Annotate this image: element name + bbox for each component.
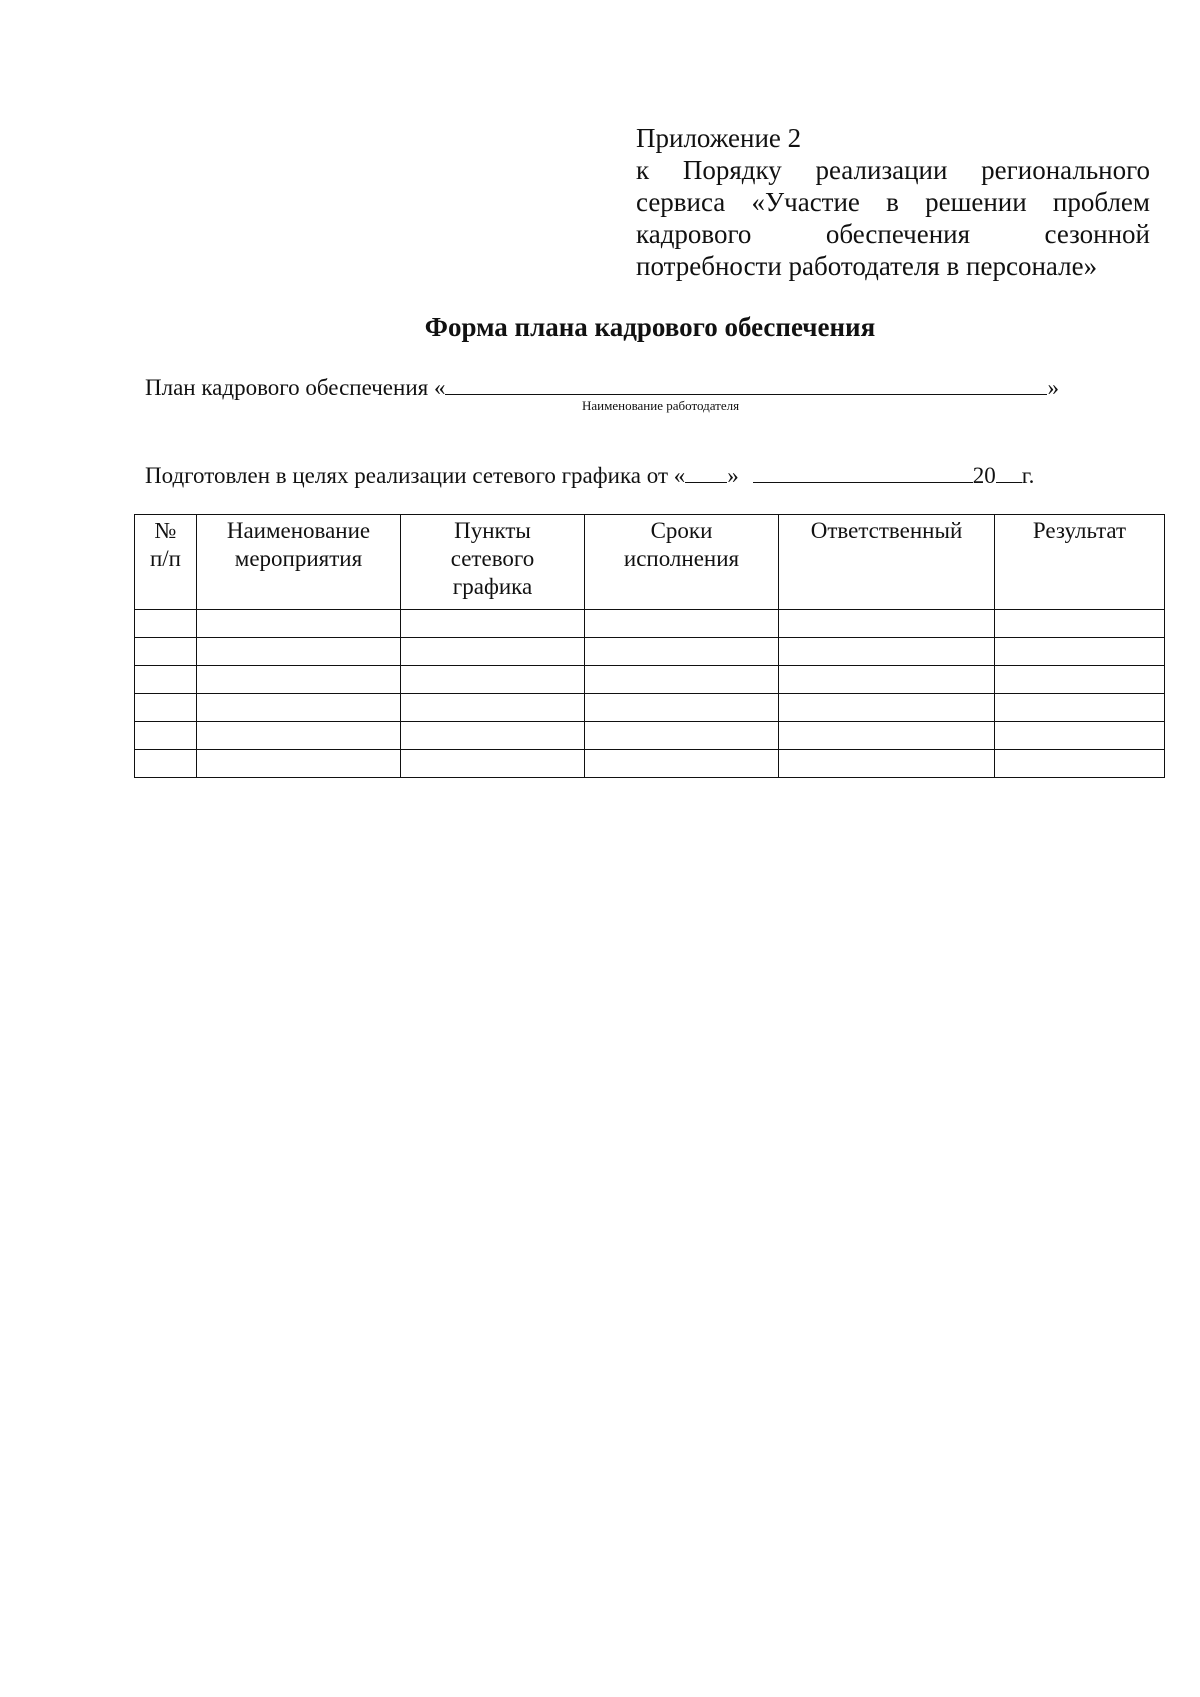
table-cell[interactable] — [197, 666, 401, 694]
table-header-line: п/п — [149, 546, 181, 571]
table-row — [135, 694, 1165, 722]
table-cell[interactable] — [197, 722, 401, 750]
table-cell[interactable] — [585, 694, 779, 722]
table-cell[interactable] — [197, 694, 401, 722]
table-cell[interactable] — [779, 750, 995, 778]
table-cell[interactable] — [585, 750, 779, 778]
table-header-line: Пункты — [454, 518, 531, 543]
table-cell[interactable] — [779, 610, 995, 638]
table-row — [135, 610, 1165, 638]
table-row — [135, 638, 1165, 666]
table-cell[interactable] — [585, 610, 779, 638]
table-cell[interactable] — [401, 666, 585, 694]
employer-name-caption: Наименование работодателя — [582, 398, 740, 413]
table-row — [135, 750, 1165, 778]
prepared-line-close-quote: » — [727, 463, 739, 488]
table-cell[interactable] — [135, 722, 197, 750]
table-cell[interactable] — [401, 638, 585, 666]
prepared-line — [145, 460, 1105, 489]
header-responsible — [779, 515, 995, 610]
table-header-line: Ответственный — [810, 518, 963, 543]
table-header-line: Результат — [1032, 518, 1127, 543]
appendix-line-4: потребности работодателя в персонале» — [636, 251, 1098, 281]
table-cell[interactable] — [135, 750, 197, 778]
year-prefix: 20 — [972, 463, 996, 488]
table-cell[interactable] — [135, 666, 197, 694]
table-cell[interactable] — [135, 638, 197, 666]
table-cell[interactable] — [995, 666, 1165, 694]
table-cell[interactable] — [401, 750, 585, 778]
appendix-title: Приложение 2 — [636, 123, 802, 153]
prepared-line-label: Подготовлен в целях реализации сетевого графика от « — [145, 463, 686, 488]
table-cell[interactable] — [197, 638, 401, 666]
appendix-line-1: к Порядку реализации регионального — [636, 155, 1150, 185]
table-header-line: исполнения — [623, 546, 740, 571]
appendix-line-3: кадрового обеспечения сезонной — [636, 219, 1150, 249]
table-cell[interactable] — [401, 694, 585, 722]
table-cell[interactable] — [135, 610, 197, 638]
table-header-line: Сроки — [650, 518, 713, 543]
plan-line — [145, 372, 1085, 401]
table-cell[interactable] — [401, 610, 585, 638]
table-row — [135, 722, 1165, 750]
header-number — [135, 515, 197, 610]
appendix-line-2: сервиса «Участие в решении проблем — [636, 187, 1150, 217]
table-body — [135, 610, 1165, 778]
header-event-name — [197, 515, 401, 610]
month-blank[interactable] — [753, 460, 973, 483]
staffing-plan-table — [134, 514, 1165, 778]
year-suffix: г. — [1021, 463, 1035, 488]
table-header-line: № — [154, 518, 177, 543]
table-cell[interactable] — [585, 638, 779, 666]
table-cell[interactable] — [135, 694, 197, 722]
table-cell[interactable] — [197, 750, 401, 778]
year-blank[interactable] — [996, 460, 1022, 483]
table-header-line: Наименование — [226, 518, 371, 543]
form-title: Форма плана кадрового обеспечения — [424, 312, 876, 342]
table-cell[interactable] — [779, 666, 995, 694]
employer-name-blank[interactable] — [445, 372, 1047, 395]
table-row — [135, 666, 1165, 694]
table-cell[interactable] — [995, 694, 1165, 722]
table-cell[interactable] — [197, 610, 401, 638]
table-cell[interactable] — [585, 722, 779, 750]
plan-line-close-quote: » — [1047, 375, 1059, 400]
header-result — [995, 515, 1165, 610]
table-cell[interactable] — [995, 638, 1165, 666]
table-cell[interactable] — [779, 638, 995, 666]
header-schedule-items — [401, 515, 585, 610]
table-cell[interactable] — [585, 666, 779, 694]
table-cell[interactable] — [779, 694, 995, 722]
table-header-line: графика — [452, 574, 533, 599]
plan-line-label: План кадрового обеспечения « — [145, 375, 446, 400]
header-deadlines — [585, 515, 779, 610]
table-cell[interactable] — [779, 722, 995, 750]
table-cell[interactable] — [995, 610, 1165, 638]
day-blank[interactable] — [685, 460, 727, 483]
appendix-block — [636, 122, 1150, 282]
table-header-line: мероприятия — [234, 546, 363, 571]
table-cell[interactable] — [995, 722, 1165, 750]
table-header-line: сетевого — [450, 546, 535, 571]
table-cell[interactable] — [401, 722, 585, 750]
table-header-row — [135, 515, 1165, 610]
table-cell[interactable] — [995, 750, 1165, 778]
